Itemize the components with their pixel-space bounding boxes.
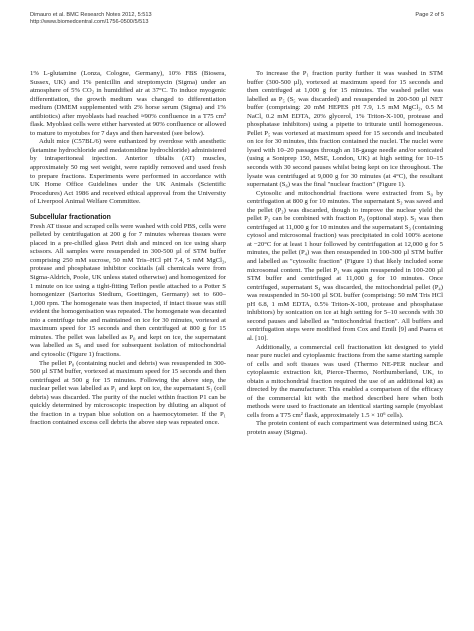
page-number: Page 2 of 5 [415, 12, 444, 18]
left-column [30, 70, 226, 428]
page-header [30, 12, 444, 32]
paragraph-cytosolic-mitochondrial: Cytosolic and mitochondrial fractions were extracted from S₀ by centrifugation at 800 g for 10 minutes. The supernatant S₂ was saved and the pellet (P₂) was discarded, though to improve the nuclear yield the pellet P₂ can be combined with fraction P₀ (optional step). S₂ was then centrifuged at 11,000 g for 10 minutes and the supernatant S₃ (containing cytosol and microsomal fraction) was precipitated in cold 100% acetone at −20°C for at least 1 hour followed by centrifugation at 12,000 g for 5 minutes, the pellet (P₄) was then resuspended in 100-300 µl STM buffer and labelled as "cytosolic fraction" (Figure 1) that likely included some microsomal content. The pellet P₃ was again resuspended in 100-200 µl STM buffer and centrifuged at 11,000 g for 10 minutes. Once centrifuged, supernatant S₄ was discarded, the mitochondrial pellet (P₄) was resuspended in 50-100 µl SOL buffer (comprising: 50 mM Tris HCl pH 6.8, 1 mM EDTA, 0.5% Triton-X-100, protease and phosphatase inhibitors) by sonication on ice at high setting for 5–10 seconds with 30 second pauses and labelled as "mitochondrial fraction". All buffers and centrifugation steps were modified from Cox and Emili [9] and Psarra et al. [10]. [247, 189, 443, 342]
journal-citation: Dimauro et al. BMC Research Notes 2012, 5:513 [30, 12, 152, 18]
paragraph-nuclear-pellet: The pellet P₀ (containing nuclei and debris) was resuspended in 300-500 µl STM buffer, vortexed at maximum speed for 15 seconds and then centrifuged at 500 g for 15 minutes. Following the above step, the nuclear pellet was labelled as P₁ and kept on ice, the supernatant S₁ (cell debris) was discarded. The purity of the nuclei within fraction P1 can be quickly determined by microscopic inspection by diluting an aliquot of the fraction in a trypan blue solution on a haemocytometer. If the P₁ fraction contained excess cell debris the above step was repeated once. [30, 359, 226, 427]
paragraph-commercial-kit: Additionally, a commercial cell fractionation kit designed to yield near pure nuclei and cytoplasmic fractions from the same starting sample of cells and soft tissues was used (Thermo NE-PER nuclear and cytoplasmic extraction kit, Pierce-Thermo, Northumberland, UK, to obtain a mitochondrial fraction required the use of an additional kit) as directed by the manufacturer. This enabled a comparison of the efficacy of the commercial kit with the method described here when both methods were used to fractionate an identical starting sample (myoblast cells from a T75 cm² flask, approximately 1.5 × 10⁶ cells). [247, 343, 443, 419]
right-column [247, 70, 443, 438]
paragraph-animals: Adult mice (C57BL/6) were euthanized by overdose with anesthetic (ketamine hydrochloride and medatomidine hydrochloride) administered by intraperitoneal injection. Anterior tibialis (AT) muscles, approximately 50 mg wet weight, were rapidly removed and used fresh to prepare fractions. Experiments were performed in accordance with UK Home Office Guidelines under the UK Animals (Scientific Procedures) Act 1986 and received ethical approval from the University of Liverpool Animal Welfare Committee. [30, 138, 226, 206]
paragraph-protein-assay: The protein content of each compartment was determined using BCA protein assay (Sigma). [247, 420, 443, 436]
article-url[interactable]: http://www.biomedcentral.com/1756-0500/5/513 [30, 19, 149, 25]
paragraph-cell-culture: 1% L-glutamine (Lonza, Cologne, Germany), 10% FBS (Biosera, Sussex, UK) and 1% penicillin and streptomycin (Sigma) under an atmosphere of 5% CO₂ in humidified air at 37°C. To induce myogenic differentiation, the growth medium was changed to differentiation medium (DMEM supplemented with 2% horse serum (Sigma) and 1% antibiotics) after myoblasts had reached ≈90% confluence in a T75 cm² flask. Myoblast cells were either harvested at 90% confluence or allowed to mature to myotubes for 7 days and then harvested (see below). [30, 70, 226, 137]
paragraph-homogenization: Fresh AT tissue and scraped cells were washed with cold PBS, cells were pelleted by centrifugation at 200 g for 7 minutes whereas tissues were placed in a pre-chilled glass Petri dish and minced on ice using sharp scissors. All samples were resuspended in 300-500 µl of STM buffer comprising 250 mM sucrose, 50 mM Tris–HCl pH 7.4, 5 mM MgCl₂, protease and phosphatase inhibitor cocktails (all chemicals were from Sigma-Aldrich, Poole, UK unless stated otherwise) and homogenized for 1 minute on ice using a tight-fitting Teflon pestle attached to a Potter S homogenizer (Sartorius Stedium, Goettingen, Germany) set to 600–1,000 rpm. The homogenate was then inspected, if intact tissue was still evident the homogenisation was repeated. The homogenate was decanted into a centrifuge tube and maintained on ice for 30 minutes, vortexed at maximum speed for 15 seconds and then centrifuged at 800 g for 15 minutes. The pellet was labelled as P₀ and kept on ice, the supernatant was labelled as S₀ and used for subsequent isolation of mitochondrial and cytosolic (Figure 1) fractions. [30, 222, 226, 358]
section-heading-subcellular-fractionation: Subcellular fractionation [30, 213, 111, 221]
paragraph-nuclear-purity: To increase the P₁ fraction purity further it was washed in STM buffer (300-500 µl), vortexed at maximum speed for 15 seconds and then centrifuged at 1,000 g for 15 minutes. The washed pellet was labelled as P₅ (S₅ was discarded) and resuspended in 200-500 µl NET buffer (comprising: 20 mM HEPES pH 7.9, 1.5 mM MgCl₂, 0.5 M NaCl, 0.2 mM EDTA, 20% glycerol, 1% Triton-X-100, protease and phosphatase inhibitors) using a pipette to triturate until homogeneous. Pellet P₅ was vortexed at maximum speed for 15 seconds and incubated on ice for 30 minutes, this fraction contained the nuclei. The nuclei were lysed with 10–20 passages through an 18-gauge needle and/or sonicated (using a Sonіprep 150, MSE, London, UK) at high setting for 10–15 seconds with 30 second pauses whilst being kept on ice throughout. The lysate was centrifuged at 9,000 g for 30 minutes (at 4°C), the resultant supernatant (S₆) was the final "nuclear fraction" (Figure 1). [247, 70, 443, 189]
